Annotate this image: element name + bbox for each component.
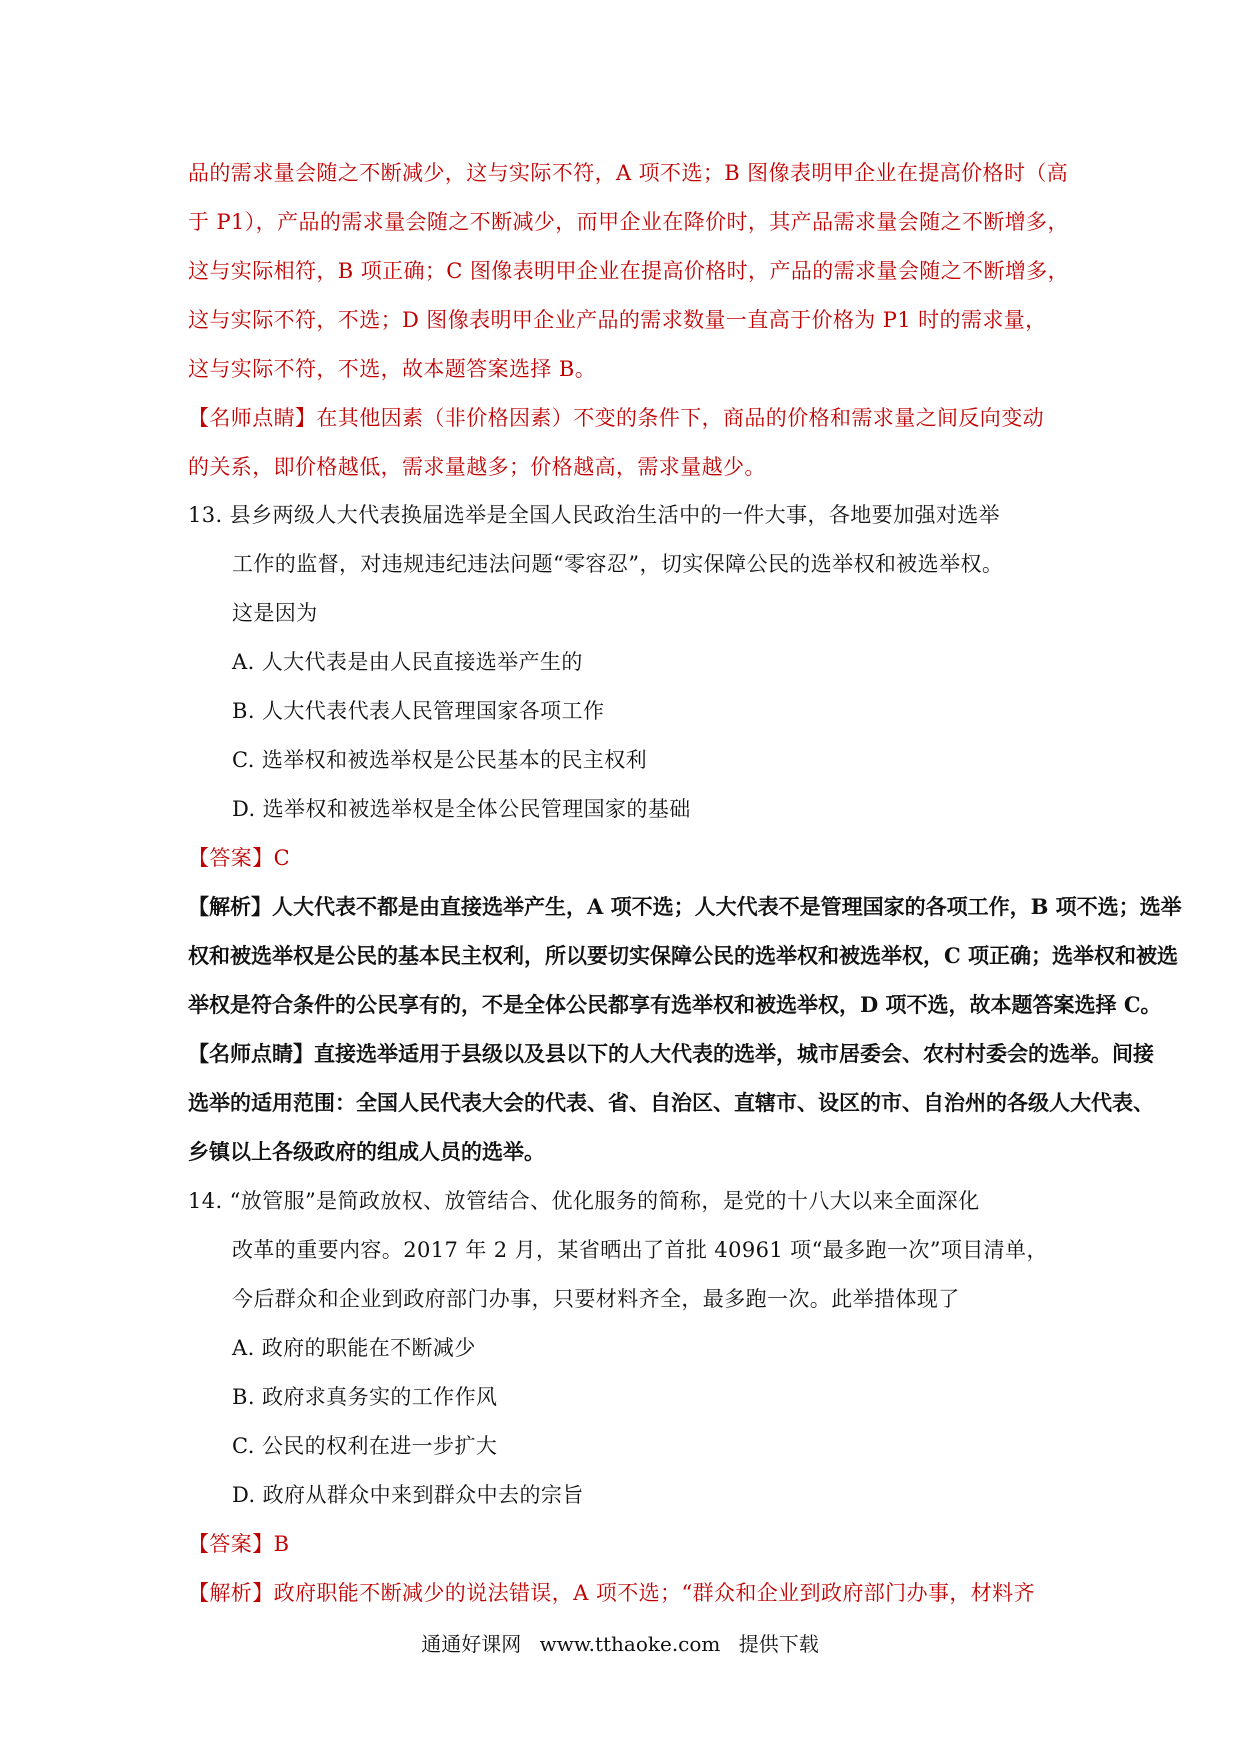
footer-download-text: 提供下载 (738, 1632, 819, 1656)
q13-stem-line: 工作的监督，对违规违纪违法问题“零容忍”，切实保障公民的选举权和被选举权。 (232, 552, 1004, 576)
q13-answer: 【答案】C (188, 846, 291, 870)
q14-analysis-line: 【解析】政府职能不断减少的说法错误，A 项不选；“群众和企业到政府部门办事，材料齐 (188, 1581, 1035, 1605)
q12-analysis-line: 这与实际相符，B 项正确；C 图像表明甲企业在提高价格时，产品的需求量会随之不断增多， (188, 259, 1070, 283)
q13-stem-line: 这是因为 (232, 601, 318, 625)
q13-analysis-line: 权和被选举权是公民的基本民主权利，所以要切实保障公民的选举权和被选举权，C 项正确；选举权和被选 (188, 943, 1179, 968)
q13-tip-line: 【名师点睛】直接选举适用于县级以及县以下的人大代表的选举，城市居委会、农村村委会的选举。间接 (188, 1041, 1154, 1066)
q14-stem-line: 今后群众和企业到政府部门办事，只要材料齐全，最多跑一次。此举措体现了 (232, 1287, 960, 1311)
q12-analysis-line: 于 P1），产品的需求量会随之不断减少，而甲企业在降价时，其产品需求量会随之不断增多， (188, 210, 1069, 234)
q12-tip-line: 【名师点睛】在其他因素（非价格因素）不变的条件下，商品的价格和需求量之间反向变动 (188, 406, 1044, 430)
q14-option-c: C. 公民的权利在进一步扩大 (232, 1434, 498, 1458)
q14-option-a: A. 政府的职能在不断减少 (232, 1336, 476, 1360)
q12-analysis-line: 这与实际不符，不选；D 图像表明甲企业产品的需求数量一直高于价格为 P1 时的需求量， (188, 308, 1047, 332)
footer-site-name: 通通好课网 (421, 1632, 522, 1656)
q13-stem-line: 13. 县乡两级人大代表换届选举是全国人民政治生活中的一件大事，各地要加强对选举 (188, 503, 1001, 527)
q13-analysis-line: 举权是符合条件的公民享有的，不是全体公民都享有选举权和被选举权，D 项不选，故本题答案选择 C。 (188, 992, 1162, 1017)
q13-option-a: A. 人大代表是由人民直接选举产生的 (232, 650, 583, 674)
q14-option-b: B. 政府求真务实的工作作风 (232, 1385, 498, 1409)
q13-tip-line: 选举的适用范围：全国人民代表大会的代表、省、自治区、直辖市、设区的市、自治州的各级人大代表、 (188, 1090, 1154, 1115)
q13-option-b: B. 人大代表代表人民管理国家各项工作 (232, 699, 605, 723)
q14-option-d: D. 政府从群众中来到群众中去的宗旨 (232, 1483, 584, 1507)
q13-analysis-line: 【解析】人大代表不都是由直接选举产生，A 项不选；人大代表不是管理国家的各项工作，B 项不选；选举 (188, 894, 1182, 919)
page-footer (0, 1628, 1240, 1657)
q13-option-d: D. 选举权和被选举权是全体公民管理国家的基础 (232, 797, 691, 821)
q12-tip-line: 的关系，即价格越低，需求量越多；价格越高，需求量越少。 (188, 455, 766, 479)
q14-stem-line: 改革的重要内容。2017 年 2 月，某省晒出了首批 40961 项“最多跑一次”项目清单， (232, 1238, 1048, 1262)
q14-answer: 【答案】B (188, 1532, 290, 1556)
q13-tip-line: 乡镇以上各级政府的组成人员的选举。 (188, 1139, 545, 1164)
q12-analysis-line: 这与实际不符，不选，故本题答案选择 B。 (188, 357, 597, 381)
footer-site-url[interactable]: www.tthaoke.com (539, 1632, 721, 1656)
q12-analysis-line: 品的需求量会随之不断减少，这与实际不符，A 项不选；B 图像表明甲企业在提高价格时（高 (188, 161, 1069, 185)
q13-option-c: C. 选举权和被选举权是公民基本的民主权利 (232, 748, 648, 772)
q14-stem-line: 14. “放管服”是简政放权、放管结合、优化服务的简称，是党的十八大以来全面深化 (188, 1189, 980, 1213)
